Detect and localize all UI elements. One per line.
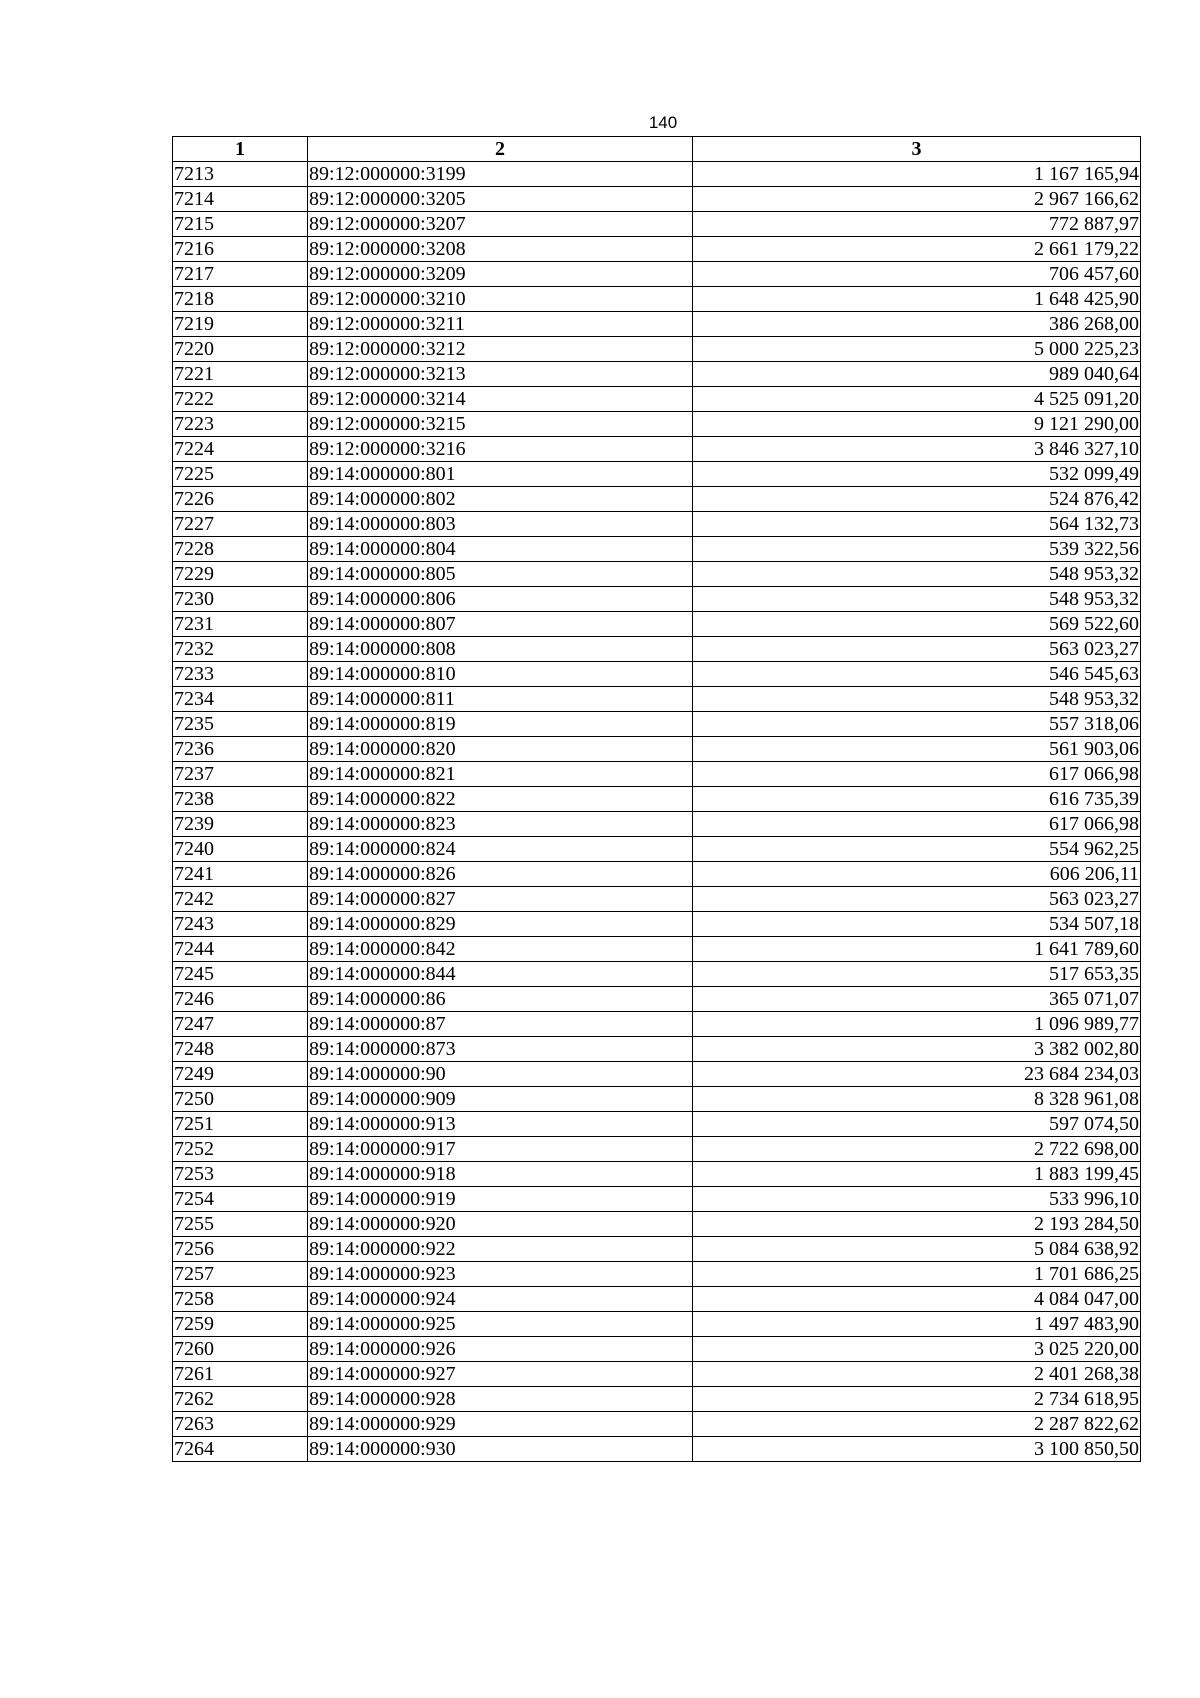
table-row [173,487,1141,512]
row-number-cell: 7218 [173,287,308,312]
cadastral-number-cell: 89:14:000000:805 [308,562,693,587]
amount-cell: 561 903,06 [693,737,1141,762]
amount-cell: 539 322,56 [693,537,1141,562]
cadastral-number-cell: 89:12:000000:3211 [308,312,693,337]
amount-cell: 569 522,60 [693,612,1141,637]
amount-cell: 23 684 234,03 [693,1062,1141,1087]
row-number-cell: 7252 [173,1137,308,1162]
row-number-cell: 7221 [173,362,308,387]
cadastral-number-cell: 89:12:000000:3205 [308,187,693,212]
row-number-cell: 7243 [173,912,308,937]
page-number: 140 [648,113,678,132]
row-number-cell: 7226 [173,487,308,512]
row-number-cell: 7233 [173,662,308,687]
amount-cell: 548 953,32 [693,562,1141,587]
amount-cell: 5 000 225,23 [693,337,1141,362]
table-row [173,1237,1141,1262]
row-number-cell: 7228 [173,537,308,562]
table-row [173,1312,1141,1337]
cadastral-number-cell: 89:14:000000:801 [308,462,693,487]
amount-cell: 3 382 002,80 [693,1037,1141,1062]
row-number-cell: 7247 [173,1012,308,1037]
table-row [173,1212,1141,1237]
table-row [173,787,1141,812]
table-row [173,762,1141,787]
table-row [173,362,1141,387]
table-body [173,162,1141,1462]
row-number-cell: 7246 [173,987,308,1012]
table-row [173,1012,1141,1037]
amount-cell: 533 996,10 [693,1187,1141,1212]
cadastral-number-cell: 89:12:000000:3216 [308,437,693,462]
table-row [173,212,1141,237]
cadastral-number-cell: 89:12:000000:3199 [308,162,693,187]
row-number-cell: 7232 [173,637,308,662]
table-row [173,987,1141,1012]
row-number-cell: 7259 [173,1312,308,1337]
table-row [173,1337,1141,1362]
table-row [173,187,1141,212]
amount-cell: 1 648 425,90 [693,287,1141,312]
column-header-3: 3 [693,137,1141,162]
amount-cell: 4 525 091,20 [693,387,1141,412]
table-row [173,687,1141,712]
cadastral-number-cell: 89:14:000000:806 [308,587,693,612]
table-row [173,312,1141,337]
cadastral-number-cell: 89:14:000000:808 [308,637,693,662]
row-number-cell: 7215 [173,212,308,237]
row-number-cell: 7263 [173,1412,308,1437]
table-row [173,662,1141,687]
table-row [173,962,1141,987]
amount-cell: 554 962,25 [693,837,1141,862]
cadastral-number-cell: 89:12:000000:3214 [308,387,693,412]
cadastral-number-cell: 89:14:000000:924 [308,1287,693,1312]
amount-cell: 557 318,06 [693,712,1141,737]
table-row [173,812,1141,837]
cadastral-number-cell: 89:14:000000:86 [308,987,693,1012]
row-number-cell: 7242 [173,887,308,912]
row-number-cell: 7260 [173,1337,308,1362]
table-header-row [173,137,1141,162]
amount-cell: 365 071,07 [693,987,1141,1012]
row-number-cell: 7213 [173,162,308,187]
cadastral-number-cell: 89:14:000000:803 [308,512,693,537]
row-number-cell: 7223 [173,412,308,437]
amount-cell: 2 722 698,00 [693,1137,1141,1162]
table-row [173,1287,1141,1312]
amount-cell: 2 967 166,62 [693,187,1141,212]
amount-cell: 5 084 638,92 [693,1237,1141,1262]
table-row [173,837,1141,862]
table-row [173,387,1141,412]
row-number-cell: 7231 [173,612,308,637]
row-number-cell: 7262 [173,1387,308,1412]
table-row [173,1137,1141,1162]
amount-cell: 1 167 165,94 [693,162,1141,187]
amount-cell: 9 121 290,00 [693,412,1141,437]
row-number-cell: 7238 [173,787,308,812]
row-number-cell: 7237 [173,762,308,787]
table-row [173,262,1141,287]
table-row [173,637,1141,662]
row-number-cell: 7256 [173,1237,308,1262]
row-number-cell: 7257 [173,1262,308,1287]
cadastral-number-cell: 89:14:000000:929 [308,1412,693,1437]
amount-cell: 3 100 850,50 [693,1437,1141,1462]
row-number-cell: 7216 [173,237,308,262]
amount-cell: 1 883 199,45 [693,1162,1141,1187]
cadastral-number-cell: 89:14:000000:90 [308,1062,693,1087]
cadastral-number-cell: 89:14:000000:820 [308,737,693,762]
amount-cell: 524 876,42 [693,487,1141,512]
cadastral-number-cell: 89:14:000000:810 [308,662,693,687]
table-row [173,587,1141,612]
table-row [173,462,1141,487]
cadastral-number-cell: 89:14:000000:873 [308,1037,693,1062]
amount-cell: 617 066,98 [693,812,1141,837]
table-row [173,862,1141,887]
row-number-cell: 7230 [173,587,308,612]
row-number-cell: 7264 [173,1437,308,1462]
row-number-cell: 7261 [173,1362,308,1387]
column-header-2: 2 [308,137,693,162]
table-row [173,1412,1141,1437]
row-number-cell: 7245 [173,962,308,987]
table-row [173,337,1141,362]
row-number-cell: 7224 [173,437,308,462]
table-row [173,412,1141,437]
table-row [173,887,1141,912]
cadastral-number-cell: 89:12:000000:3207 [308,212,693,237]
amount-cell: 3 025 220,00 [693,1337,1141,1362]
row-number-cell: 7244 [173,937,308,962]
cadastral-number-cell: 89:12:000000:3209 [308,262,693,287]
table-row [173,1112,1141,1137]
amount-cell: 563 023,27 [693,887,1141,912]
amount-cell: 2 193 284,50 [693,1212,1141,1237]
amount-cell: 564 132,73 [693,512,1141,537]
amount-cell: 2 287 822,62 [693,1412,1141,1437]
row-number-cell: 7229 [173,562,308,587]
cadastral-number-cell: 89:12:000000:3212 [308,337,693,362]
row-number-cell: 7236 [173,737,308,762]
amount-cell: 517 653,35 [693,962,1141,987]
row-number-cell: 7248 [173,1037,308,1062]
amount-cell: 2 401 268,38 [693,1362,1141,1387]
amount-cell: 1 701 686,25 [693,1262,1141,1287]
cadastral-number-cell: 89:14:000000:842 [308,937,693,962]
row-number-cell: 7222 [173,387,308,412]
amount-cell: 989 040,64 [693,362,1141,387]
row-number-cell: 7250 [173,1087,308,1112]
cadastral-number-cell: 89:14:000000:829 [308,912,693,937]
cadastral-number-cell: 89:14:000000:844 [308,962,693,987]
row-number-cell: 7217 [173,262,308,287]
amount-cell: 606 206,11 [693,862,1141,887]
row-number-cell: 7225 [173,462,308,487]
amount-cell: 532 099,49 [693,462,1141,487]
amount-cell: 386 268,00 [693,312,1141,337]
cadastral-number-cell: 89:14:000000:819 [308,712,693,737]
cadastral-number-cell: 89:14:000000:926 [308,1337,693,1362]
table-row [173,1187,1141,1212]
cadastral-number-cell: 89:14:000000:925 [308,1312,693,1337]
table-row [173,162,1141,187]
cadastral-number-cell: 89:14:000000:918 [308,1162,693,1187]
row-number-cell: 7219 [173,312,308,337]
amount-cell: 616 735,39 [693,787,1141,812]
amount-cell: 597 074,50 [693,1112,1141,1137]
cadastral-number-cell: 89:14:000000:923 [308,1262,693,1287]
cadastral-number-cell: 89:14:000000:811 [308,687,693,712]
cadastral-number-cell: 89:14:000000:823 [308,812,693,837]
cadastral-number-cell: 89:14:000000:927 [308,1362,693,1387]
table-row [173,1037,1141,1062]
cadastral-number-cell: 89:14:000000:922 [308,1237,693,1262]
amount-cell: 8 328 961,08 [693,1087,1141,1112]
cadastral-number-cell: 89:14:000000:802 [308,487,693,512]
cadastral-number-cell: 89:12:000000:3210 [308,287,693,312]
table-row [173,512,1141,537]
cadastral-number-cell: 89:12:000000:3215 [308,412,693,437]
cadastral-number-cell: 89:12:000000:3213 [308,362,693,387]
cadastral-number-cell: 89:14:000000:821 [308,762,693,787]
table-row [173,912,1141,937]
column-header-1: 1 [173,137,308,162]
table-row [173,287,1141,312]
amount-cell: 2 661 179,22 [693,237,1141,262]
row-number-cell: 7251 [173,1112,308,1137]
amount-cell: 2 734 618,95 [693,1387,1141,1412]
table-row [173,237,1141,262]
table-row [173,1062,1141,1087]
row-number-cell: 7258 [173,1287,308,1312]
table-row [173,1387,1141,1412]
amount-cell: 706 457,60 [693,262,1141,287]
cadastral-number-cell: 89:14:000000:824 [308,837,693,862]
table-row [173,612,1141,637]
amount-cell: 546 545,63 [693,662,1141,687]
table-row [173,1262,1141,1287]
amount-cell: 1 096 989,77 [693,1012,1141,1037]
amount-cell: 617 066,98 [693,762,1141,787]
cadastral-number-cell: 89:14:000000:913 [308,1112,693,1137]
cadastral-number-cell: 89:14:000000:822 [308,787,693,812]
row-number-cell: 7241 [173,862,308,887]
row-number-cell: 7249 [173,1062,308,1087]
amount-cell: 548 953,32 [693,687,1141,712]
amount-cell: 534 507,18 [693,912,1141,937]
amount-cell: 1 641 789,60 [693,937,1141,962]
table-row [173,937,1141,962]
row-number-cell: 7239 [173,812,308,837]
cadastral-number-cell: 89:14:000000:930 [308,1437,693,1462]
row-number-cell: 7254 [173,1187,308,1212]
amount-cell: 772 887,97 [693,212,1141,237]
row-number-cell: 7240 [173,837,308,862]
table-row [173,712,1141,737]
table-row [173,562,1141,587]
cadastral-number-cell: 89:14:000000:928 [308,1387,693,1412]
amount-cell: 563 023,27 [693,637,1141,662]
amount-cell: 548 953,32 [693,587,1141,612]
table-row [173,437,1141,462]
row-number-cell: 7255 [173,1212,308,1237]
cadastral-number-cell: 89:14:000000:919 [308,1187,693,1212]
cadastral-number-cell: 89:14:000000:827 [308,887,693,912]
row-number-cell: 7234 [173,687,308,712]
table-row [173,537,1141,562]
row-number-cell: 7227 [173,512,308,537]
table-row [173,1437,1141,1462]
cadastral-number-cell: 89:14:000000:909 [308,1087,693,1112]
cadastral-number-cell: 89:14:000000:826 [308,862,693,887]
cadastral-number-cell: 89:14:000000:917 [308,1137,693,1162]
table-row [173,1087,1141,1112]
cadastral-number-cell: 89:14:000000:87 [308,1012,693,1037]
row-number-cell: 7235 [173,712,308,737]
row-number-cell: 7220 [173,337,308,362]
data-table [172,136,1141,1462]
cadastral-number-cell: 89:12:000000:3208 [308,237,693,262]
table-row [173,1362,1141,1387]
row-number-cell: 7214 [173,187,308,212]
table-row [173,1162,1141,1187]
row-number-cell: 7253 [173,1162,308,1187]
amount-cell: 4 084 047,00 [693,1287,1141,1312]
table-row [173,737,1141,762]
amount-cell: 3 846 327,10 [693,437,1141,462]
cadastral-number-cell: 89:14:000000:804 [308,537,693,562]
amount-cell: 1 497 483,90 [693,1312,1141,1337]
cadastral-number-cell: 89:14:000000:920 [308,1212,693,1237]
cadastral-number-cell: 89:14:000000:807 [308,612,693,637]
